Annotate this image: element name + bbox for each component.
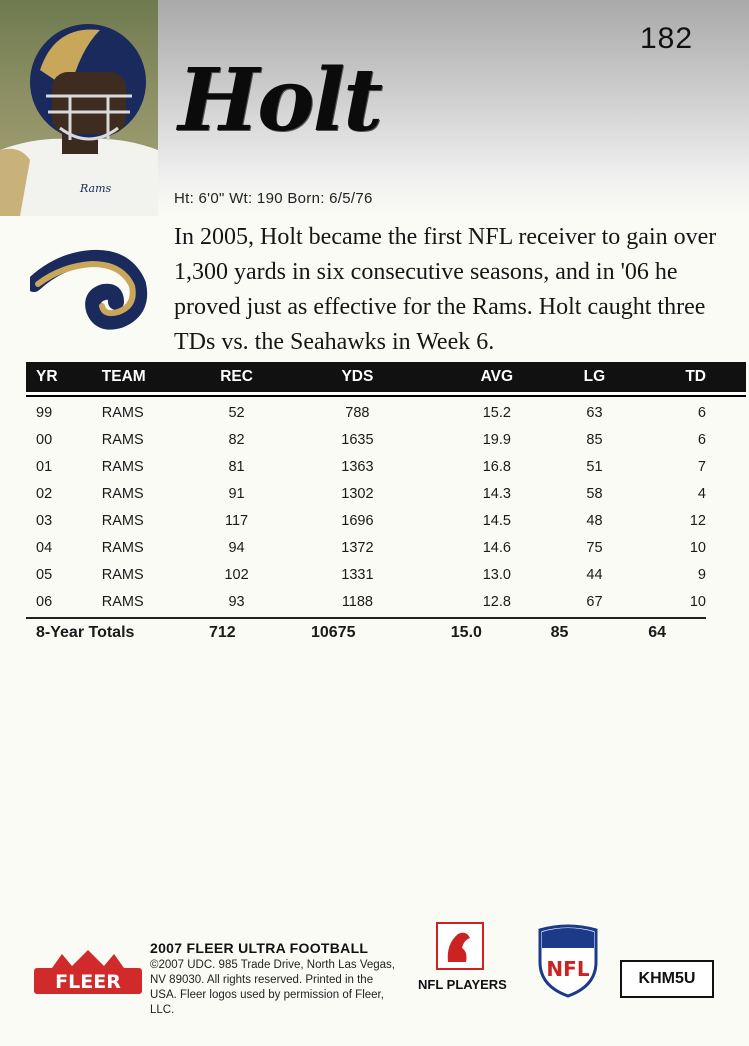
cell-avg: 16.8 — [482, 458, 511, 475]
cell-rec: 102 — [224, 566, 249, 583]
cell-lg: 85 — [586, 431, 603, 448]
stats-row — [26, 453, 746, 480]
stats-row — [26, 480, 746, 507]
cell-td: 4 — [697, 485, 706, 502]
cell-td: 9 — [697, 566, 706, 583]
jersey-text: Rams — [80, 182, 112, 195]
header-td: TD — [685, 368, 706, 385]
cell-yds: 1302 — [341, 485, 374, 502]
cell-avg: 13.0 — [482, 566, 511, 583]
stats-row — [26, 399, 746, 426]
header-team: TEAM — [101, 368, 146, 385]
cell-yds: 1372 — [341, 539, 374, 556]
header-yds: YDS — [341, 368, 374, 385]
cell-yr: 04 — [36, 539, 53, 556]
cell-yr: 99 — [36, 404, 53, 421]
header-yr: YR — [36, 368, 58, 385]
cell-td: 10 — [689, 539, 706, 556]
cell-yr: 01 — [36, 458, 53, 475]
rams-horn-logo — [30, 240, 150, 330]
cell-yr: 02 — [36, 485, 53, 502]
cell-team: RAMS — [101, 485, 144, 502]
cell-lg: 48 — [586, 512, 603, 529]
cell-team: RAMS — [101, 593, 144, 610]
cell-rec: 93 — [228, 593, 245, 610]
cell-avg: 15.2 — [482, 404, 511, 421]
stats-row — [26, 588, 746, 615]
cell-team: RAMS — [101, 458, 144, 475]
card-number: 182 — [640, 22, 694, 55]
stats-row — [26, 561, 746, 588]
cell-td: 6 — [697, 404, 706, 421]
cell-yds: 788 — [345, 404, 370, 421]
cell-rec: 94 — [228, 539, 245, 556]
player-blurb: In 2005, Holt became the first NFL receiver to gain over 1,300 yards in six consecutive seasons, and in '06 he proved just as effective for the Rams. Holt caught three TDs vs. the Seahawks in Week 6. — [174, 224, 717, 355]
cell-lg: 63 — [586, 404, 603, 421]
stats-body — [26, 395, 746, 647]
cell-avg: 12.8 — [482, 593, 511, 610]
player-bio: Ht: 6'0" Wt: 190 Born: 6/5/76 — [174, 190, 373, 207]
cell-lg: 75 — [586, 539, 603, 556]
cell-rec: 52 — [228, 404, 245, 421]
cell-rec: 81 — [228, 458, 245, 475]
totals-rec: 712 — [208, 624, 236, 641]
nfl-shield-text: NFL — [546, 957, 590, 981]
cell-rec: 117 — [225, 512, 249, 529]
cell-team: RAMS — [101, 404, 144, 421]
cell-rec: 91 — [228, 485, 245, 502]
totals-label: 8-Year Totals — [36, 624, 135, 641]
cell-lg: 44 — [586, 566, 603, 583]
card-code: KHM5U — [620, 960, 714, 998]
cell-team: RAMS — [101, 512, 144, 529]
cell-yds: 1188 — [341, 593, 373, 610]
totals-lg: 85 — [550, 624, 569, 641]
cell-lg: 58 — [586, 485, 603, 502]
player-photo — [0, 0, 158, 216]
cell-avg: 19.9 — [482, 431, 511, 448]
cell-team: RAMS — [101, 539, 144, 556]
cell-yr: 03 — [36, 512, 53, 529]
nfl-shield-icon — [536, 922, 600, 998]
stats-table — [26, 362, 746, 647]
cell-td: 12 — [689, 512, 706, 529]
cell-td: 6 — [697, 431, 706, 448]
fleer-logo-text: FLEER — [55, 971, 121, 993]
cell-yr: 00 — [36, 431, 53, 448]
totals-td: 64 — [648, 624, 666, 641]
cell-avg: 14.6 — [482, 539, 511, 556]
cell-yds: 1331 — [341, 566, 374, 583]
nfl-players-logo-icon — [436, 922, 484, 970]
totals-avg: 15.0 — [450, 624, 482, 641]
copyright-text: ©2007 UDC. 985 Trade Drive, North Las Vegas, NV 89030. All rights reserved. Printed in the USA. Fleer logos used by permission of Fleer, LLC. — [150, 959, 395, 1016]
totals-row — [26, 617, 706, 647]
cell-td: 7 — [697, 458, 706, 475]
cell-yds: 1696 — [341, 512, 374, 529]
cell-yds: 1363 — [341, 458, 374, 475]
stats-row — [26, 507, 746, 534]
cell-lg: 67 — [586, 593, 603, 610]
cell-avg: 14.5 — [482, 512, 511, 529]
stats-row — [26, 534, 746, 561]
cell-avg: 14.3 — [482, 485, 511, 502]
stats-row — [26, 426, 746, 453]
player-photo-illustration — [0, 0, 158, 216]
stats-header-row — [26, 362, 746, 395]
player-name: Holt — [178, 50, 382, 151]
header-lg: LG — [583, 368, 606, 385]
cell-yds: 1635 — [341, 431, 374, 448]
cell-yr: 06 — [36, 593, 53, 610]
fleer-logo — [32, 948, 144, 996]
cell-lg: 51 — [586, 458, 603, 475]
footer-title: 2007 FLEER ULTRA FOOTBALL — [150, 940, 369, 956]
cell-team: RAMS — [101, 431, 144, 448]
header-avg: AVG — [480, 368, 514, 385]
cell-td: 10 — [689, 593, 706, 610]
header-rec: REC — [220, 368, 253, 385]
cell-rec: 82 — [228, 431, 245, 448]
cell-team: RAMS — [101, 566, 144, 583]
nfl-players-label: NFL PLAYERS — [418, 977, 507, 992]
cell-yr: 05 — [36, 566, 53, 583]
card-footer — [0, 920, 749, 1046]
totals-yds: 10675 — [311, 624, 356, 641]
